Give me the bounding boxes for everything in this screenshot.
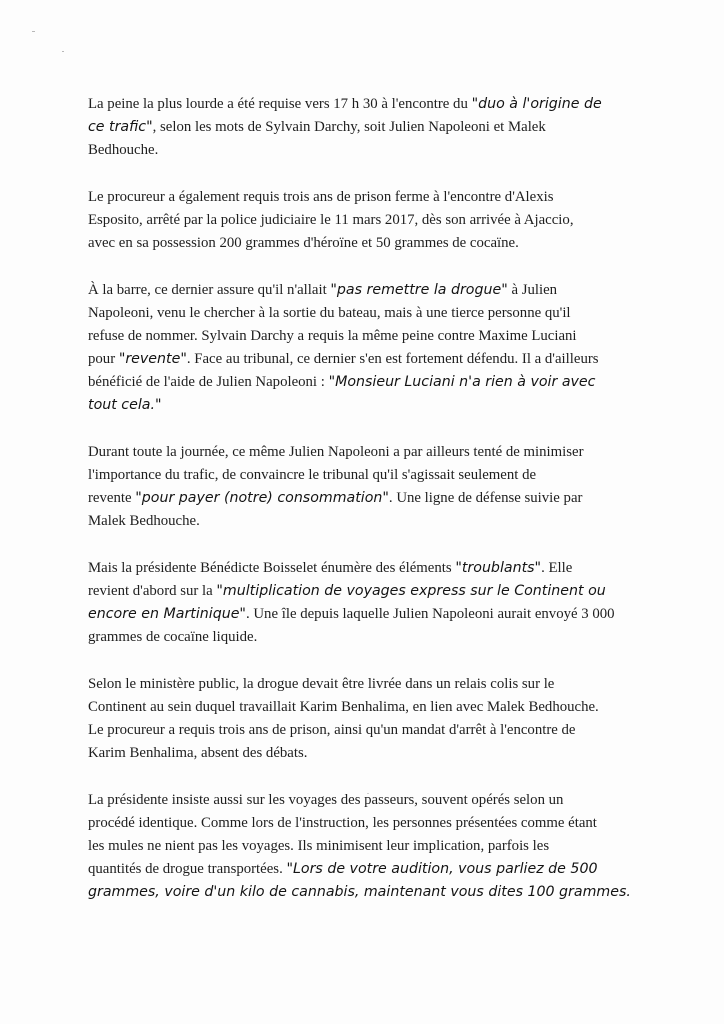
body-text-run: . Une île depuis laquelle Julien Napoleoni aurait envoyé 3 000 xyxy=(245,606,615,622)
text-line xyxy=(88,209,648,232)
body-text-run: Le procureur a requis trois ans de prison, ainsi qu'un mandat d'arrêt à l'encontre de xyxy=(88,722,576,738)
text-line xyxy=(88,673,648,696)
text-line xyxy=(88,232,648,255)
paragraph-2 xyxy=(88,186,648,255)
body-text-run: Malek Bedhouche. xyxy=(88,513,200,529)
quoted-text: tout cela." xyxy=(88,397,162,413)
text-line xyxy=(88,603,648,626)
body-text-run: refuse de nommer. Sylvain Darchy a requis la même peine contre Maxime Luciani xyxy=(88,328,577,344)
body-text-run: À la barre, ce dernier assure qu'il n'allait xyxy=(88,282,331,298)
text-line xyxy=(88,279,648,302)
body-text-run: . Face au tribunal, ce dernier s'en est fortement défendu. Il a d'ailleurs xyxy=(186,351,599,367)
quoted-text: "revente" xyxy=(118,351,187,367)
paragraph-7 xyxy=(88,789,648,904)
quoted-text: "multiplication de voyages express sur le Continent ou xyxy=(216,583,606,599)
document-body xyxy=(88,93,648,928)
body-text-run: bénéficié de l'aide de Julien Napoleoni : xyxy=(88,374,329,390)
quoted-text: "Monsieur Luciani n'a rien à voir avec xyxy=(328,374,596,390)
quoted-text: grammes, voire d'un kilo de cannabis, maintenant vous dites 100 grammes. xyxy=(88,884,631,900)
body-text-run: pour xyxy=(88,351,119,367)
body-text-run: avec en sa possession 200 grammes d'héroïne et 50 grammes de cocaïne. xyxy=(88,235,519,251)
body-text-run: La peine la plus lourde a été requise vers 17 h 30 à l'encontre du xyxy=(88,96,472,112)
body-text-run: quantités de drogue transportées. xyxy=(88,861,287,877)
body-text-run: grammes de cocaïne liquide. xyxy=(88,629,258,645)
text-line xyxy=(88,719,648,742)
body-text-run: Mais la présidente Bénédicte Boisselet énumère des éléments xyxy=(88,560,456,576)
body-text-run: , selon les mots de Sylvain Darchy, soit Julien Napoleoni et Malek xyxy=(152,119,546,135)
body-text-run: Esposito, arrêté par la police judiciaire le 11 mars 2017, dès son arrivée à Ajaccio, xyxy=(88,212,574,228)
text-line xyxy=(88,626,648,649)
text-line xyxy=(88,394,648,417)
text-line xyxy=(88,116,648,139)
text-line xyxy=(88,93,648,116)
paragraph-4 xyxy=(88,441,648,533)
text-line xyxy=(88,325,648,348)
body-text-run: Selon le ministère public, la drogue devait être livrée dans un relais colis sur le xyxy=(88,676,555,692)
paragraph-3 xyxy=(88,279,648,417)
quoted-text: ce trafic" xyxy=(88,119,153,135)
text-line xyxy=(88,487,648,510)
body-text-run: La présidente insiste aussi sur les voyages des passeurs, souvent opérés selon un xyxy=(88,792,564,808)
paragraph-5 xyxy=(88,557,648,649)
body-text-run: revient d'abord sur la xyxy=(88,583,217,599)
text-line xyxy=(88,742,648,765)
scan-speck xyxy=(62,51,64,52)
body-text-run: . Une ligne de défense suivie par xyxy=(388,490,583,506)
body-text-run: à Julien xyxy=(507,282,558,298)
text-line xyxy=(88,371,648,394)
quoted-text: "pas remettre la drogue" xyxy=(330,282,508,298)
text-line xyxy=(88,464,648,487)
body-text-run: Le procureur a également requis trois ans de prison ferme à l'encontre d'Alexis xyxy=(88,189,554,205)
text-line xyxy=(88,441,648,464)
text-line xyxy=(88,881,648,904)
quoted-text: "duo à l'origine de xyxy=(471,96,602,112)
text-line xyxy=(88,510,648,533)
text-line xyxy=(88,580,648,603)
text-line xyxy=(88,858,648,881)
text-line xyxy=(88,789,648,812)
quoted-text: "Lors de votre audition, vous parliez de 500 xyxy=(286,861,598,877)
quoted-text: "pour payer (notre) consommation" xyxy=(135,490,389,506)
paragraph-1 xyxy=(88,93,648,162)
body-text-run: revente xyxy=(88,490,136,506)
text-line xyxy=(88,139,648,162)
quoted-text: encore en Martinique" xyxy=(88,606,246,622)
text-line xyxy=(88,696,648,719)
text-line xyxy=(88,557,648,580)
body-text-run: les mules ne nient pas les voyages. Ils minimisent leur implication, parfois les xyxy=(88,838,550,854)
text-line xyxy=(88,348,648,371)
text-line xyxy=(88,835,648,858)
body-text-run: Napoleoni, venu le chercher à la sortie du bateau, mais à une tierce personne qu'il xyxy=(88,305,571,321)
quoted-text: "troublants" xyxy=(455,560,542,576)
text-line xyxy=(88,302,648,325)
body-text-run: l'importance du trafic, de convaincre le tribunal qu'il s'agissait seulement de xyxy=(88,467,537,483)
paragraph-6 xyxy=(88,673,648,765)
body-text-run: Durant toute la journée, ce même Julien Napoleoni a par ailleurs tenté de minimiser xyxy=(88,444,584,460)
body-text-run: procédé identique. Comme lors de l'instruction, les personnes présentées comme étant xyxy=(88,815,597,831)
text-line xyxy=(88,812,648,835)
text-line xyxy=(88,186,648,209)
body-text-run: . Elle xyxy=(541,560,573,576)
body-text-run: Continent au sein duquel travaillait Karim Benhalima, en lien avec Malek Bedhouche. xyxy=(88,699,599,715)
scan-speck xyxy=(32,31,35,32)
body-text-run: Karim Benhalima, absent des débats. xyxy=(88,745,308,761)
body-text-run: Bedhouche. xyxy=(88,142,159,158)
